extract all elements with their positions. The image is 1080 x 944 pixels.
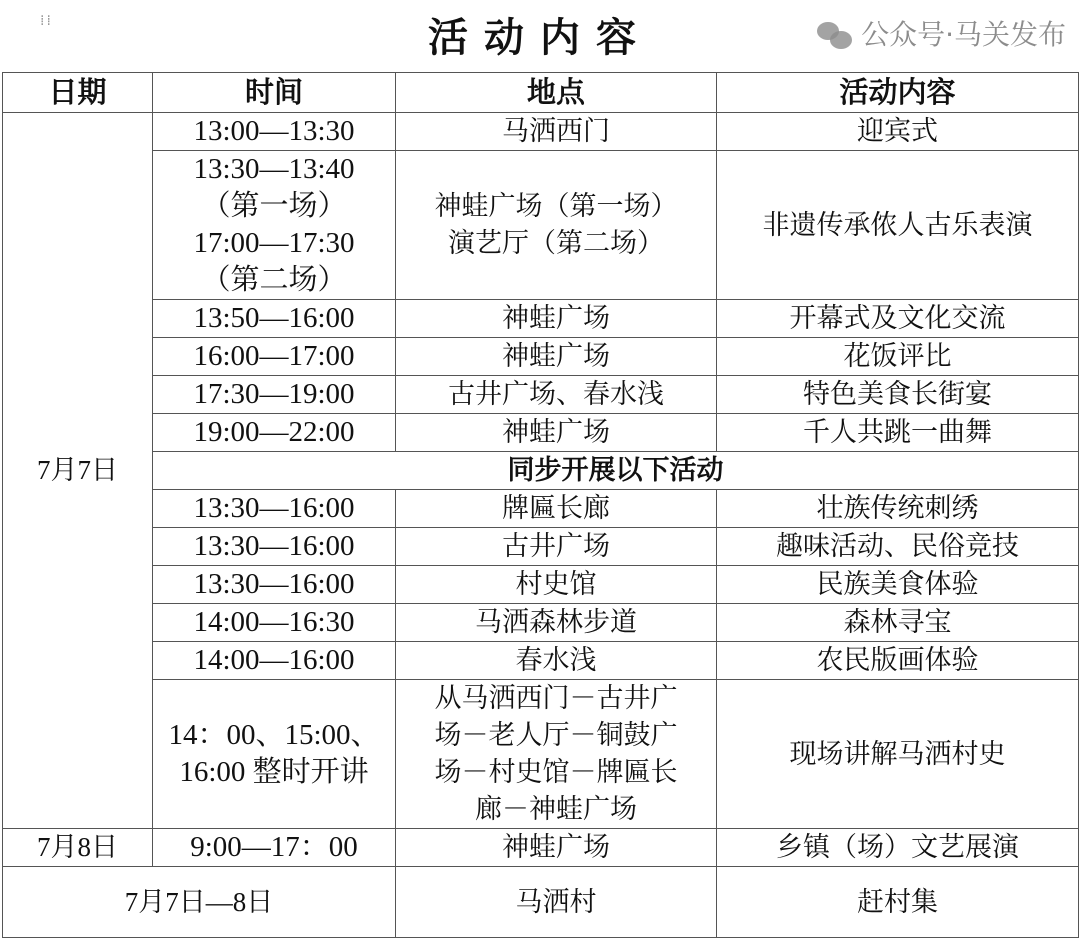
activity-cell: 乡镇（场）文艺展演	[717, 829, 1079, 867]
header-time: 时间	[153, 73, 396, 113]
time-cell: 13:30—16:00	[153, 566, 396, 604]
date-cell: 7月8日	[3, 829, 153, 867]
time-cell: 14:00—16:30	[153, 604, 396, 642]
table-row	[3, 867, 1079, 938]
time-cell: 17:30—19:00	[153, 376, 396, 414]
place-cell: 神蛙广场	[396, 338, 717, 376]
activity-table	[2, 72, 1079, 938]
sync-label: 同步开展以下活动	[153, 452, 1079, 490]
place-cell: 村史馆	[396, 566, 717, 604]
activity-cell: 民族美食体验	[717, 566, 1079, 604]
header-date: 日期	[3, 73, 153, 113]
table-row	[3, 113, 1079, 151]
table-row	[3, 414, 1079, 452]
activity-cell: 壮族传统刺绣	[717, 490, 1079, 528]
activity-cell: 赶村集	[717, 867, 1079, 938]
place-cell: 马洒森林步道	[396, 604, 717, 642]
place-cell: 春水浅	[396, 642, 717, 680]
table-row	[3, 151, 1079, 300]
table-row	[3, 490, 1079, 528]
time-cell: 13:00—13:30	[153, 113, 396, 151]
time-cell: 13:30—16:00	[153, 490, 396, 528]
activity-cell: 开幕式及文化交流	[717, 300, 1079, 338]
activity-cell: 农民版画体验	[717, 642, 1079, 680]
time-cell: 9:00—17：00	[153, 829, 396, 867]
activity-cell: 森林寻宝	[717, 604, 1079, 642]
watermark	[817, 18, 1066, 52]
drag-handle-icon[interactable]: ⁞⁞	[40, 13, 53, 29]
place-cell: 神蛙广场	[396, 300, 717, 338]
table-row	[3, 829, 1079, 867]
time-cell: 16:00—17:00	[153, 338, 396, 376]
table-row	[3, 528, 1079, 566]
date-range-cell: 7月7日—8日	[3, 867, 396, 938]
watermark-text: 公众号·马关发布	[861, 18, 1066, 51]
table-row	[3, 566, 1079, 604]
header-place: 地点	[396, 73, 717, 113]
activity-cell: 非遗传承侬人古乐表演	[717, 151, 1079, 300]
place-cell: 牌匾长廊	[396, 490, 717, 528]
table-row	[3, 300, 1079, 338]
table-row	[3, 604, 1079, 642]
place-cell: 古井广场、春水浅	[396, 376, 717, 414]
table-row	[3, 642, 1079, 680]
time-cell: 14:00—16:00	[153, 642, 396, 680]
place-cell: 神蛙广场（第一场） 演艺厅（第二场）	[396, 151, 717, 300]
activity-cell: 特色美食长街宴	[717, 376, 1079, 414]
time-cell: 13:30—13:40 （第一场） 17:00—17:30 （第二场）	[153, 151, 396, 300]
activity-cell: 千人共跳一曲舞	[717, 414, 1079, 452]
table-row	[3, 680, 1079, 829]
time-cell: 13:30—16:00	[153, 528, 396, 566]
time-cell: 13:50—16:00	[153, 300, 396, 338]
time-cell: 14：00、15:00、 16:00 整时开讲	[153, 680, 396, 829]
place-cell: 从马洒西门－古井广 场－老人厅－铜鼓广 场－村史馆－牌匾长 廊－神蛙广场	[396, 680, 717, 829]
wechat-icon	[817, 20, 853, 50]
date-cell: 7月7日	[3, 113, 153, 829]
place-cell: 神蛙广场	[396, 414, 717, 452]
place-cell: 古井广场	[396, 528, 717, 566]
activity-cell: 趣味活动、民俗竞技	[717, 528, 1079, 566]
activity-cell: 现场讲解马洒村史	[717, 680, 1079, 829]
activity-cell: 花饭评比	[717, 338, 1079, 376]
table-row	[3, 338, 1079, 376]
place-cell: 马洒西门	[396, 113, 717, 151]
page-title: 活动内容	[428, 15, 652, 60]
activity-cell: 迎宾式	[717, 113, 1079, 151]
sync-row	[3, 452, 1079, 490]
place-cell: 马洒村	[396, 867, 717, 938]
time-cell: 19:00—22:00	[153, 414, 396, 452]
place-cell: 神蛙广场	[396, 829, 717, 867]
table-row	[3, 376, 1079, 414]
header-activity: 活动内容	[717, 73, 1079, 113]
